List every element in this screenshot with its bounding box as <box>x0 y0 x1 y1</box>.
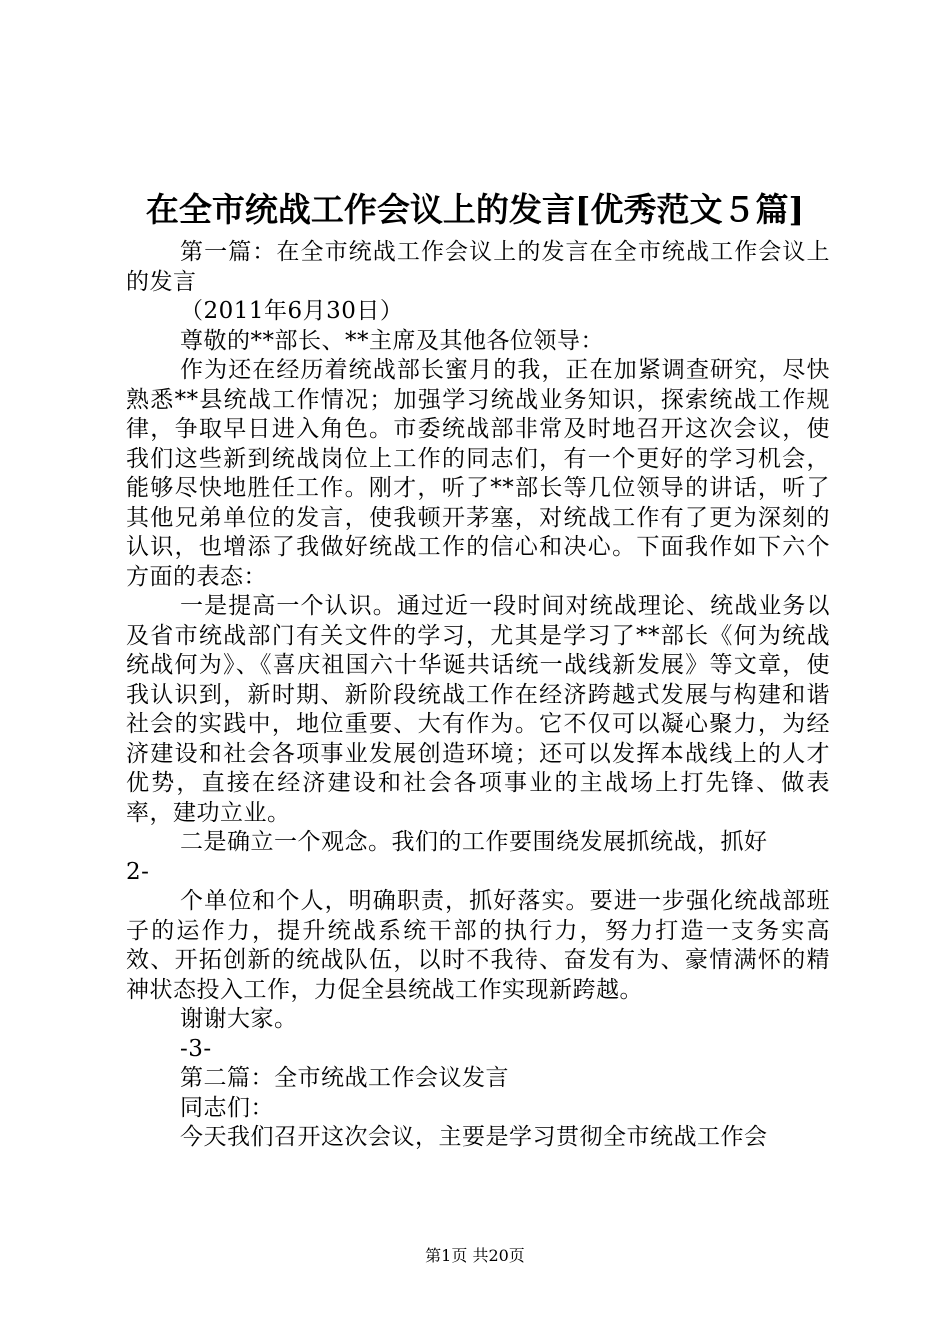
paragraph: 今天我们召开这次会议，主要是学习贯彻全市统战工作会 <box>180 1124 768 1150</box>
paragraph: （2011年6月30日） <box>180 298 404 324</box>
paragraph: 二是确立一个观念。我们的工作要围绕发展抓统战，抓好 <box>180 829 768 855</box>
paragraph: 作为还在经历着统战部长蜜月的我，正在加紧调查研究，尽快熟悉**县统战工作情况；加强学习统战业务知识，探索统战工作规律，争取早日进入角色。市委统战部非常及时地召开这次会议，使我们这些新到统战岗位上工作的同志们，有一个更好的学习机会，能够尽快地胜任工作。刚才，听了**部长等几位领导的讲话，听了其他兄弟单位的发言，使我顿开茅塞，对统战工作有了更为深刻的认识，也增添了我做好统战工作的信心和决心。下面我作如下六个方面的表态： <box>126 357 830 590</box>
page-number-marker: -3- <box>180 1035 212 1062</box>
document-body <box>126 238 830 1153</box>
page-number-marker: 2- <box>126 858 150 885</box>
page-footer: 第1页 共20页 <box>425 1246 525 1265</box>
paragraph: 同志们： <box>180 1094 274 1121</box>
paragraph: 第一篇：在全市统战工作会议上的发言在全市统战工作会议上的发言 <box>126 239 830 295</box>
paragraph: 尊敬的**部长、**主席及其他各位领导： <box>180 327 604 354</box>
paragraph: 个单位和个人，明确职责，抓好落实。要进一步强化统战部班子的运作力，提升统战系统干部的执行力，努力打造一支务实高效、开拓创新的统战队伍，以时不我待、奋发有为、豪情满怀的精神状态投入工作，力促全县统战工作实现新跨越。 <box>126 888 830 1003</box>
paragraph: 谢谢大家。 <box>180 1006 298 1032</box>
section-heading: 第二篇：全市统战工作会议发言 <box>180 1065 509 1091</box>
paragraph: 一是提高一个认识。通过近一段时间对统战理论、统战业务以及省市统战部门有关文件的学习，尤其是学习了**部长《何为统战统战何为》、《喜庆祖国六十华诞共话统一战线新发展》等文章，使我认识到，新时期、新阶段统战工作在经济跨越式发展与构建和谐社会的实践中，地位重要、大有作为。它不仅可以凝心聚力，为经济建设和社会各项事业发展创造环境；还可以发挥本战线上的人才优势，直接在经济建设和社会各项事业的主战场上打先锋、做表率，建功立业。 <box>126 593 830 826</box>
document-title: 在全市统战工作会议上的发言[优秀范文５篇] <box>145 190 805 229</box>
